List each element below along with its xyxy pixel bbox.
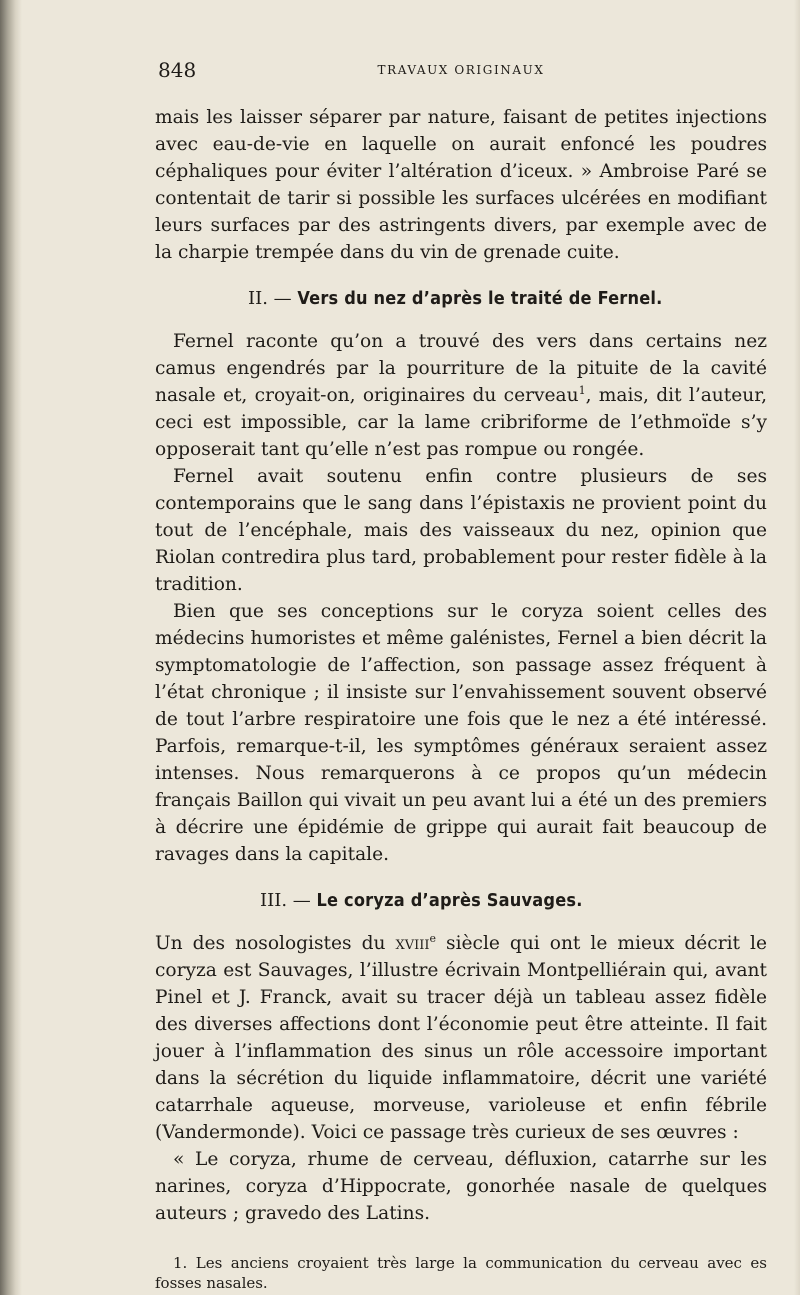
running-title: TRAVAUX ORIGINAUX — [377, 63, 545, 77]
century-numeral: xviii — [395, 933, 430, 954]
ordinal-suffix: e — [429, 931, 437, 945]
page-number: 848 — [158, 58, 197, 82]
paragraph-pare: mais les laisser séparer par nature, faisant de petites injections avec eau-de-vie en laquelle on aurait enfoncé les poudres céphaliques pour éviter l’altération d’iceux. » Ambroise Paré se contentait de tarir si possible les surfaces ulcérées en modifiant leurs surfaces par des astringents divers, par exemple avec de la charpie trempée dans du vin de grenade cuite. — [155, 107, 767, 263]
paragraph-quote: « Le coryza, rhume de cerveau, défluxion, catarrhe sur les narines, coryza d’Hippocrate, gonorhée nasale de quelques auteurs ; gravedo des Latins. — [155, 1149, 767, 1224]
section-title: Le coryza d’après Sauvages. — [316, 890, 583, 911]
book-binding-shadow — [0, 0, 22, 1295]
section-number: III. — — [260, 890, 317, 911]
paragraph-text: siècle qui ont le mieux décrit le coryza est Sauvages, l’illustre écrivain Montpelliérain qui, avant Pinel et J. Franck, avait su tracer déjà un tableau assez fidèle des diverses affections dont l’économie peut être atteinte. Il fait jouer à l’inflammation des sinus un rôle accessoire important dans la sécrétion du liquide inflammatoire, décrit une variété catarrhale aqueuse, morveuse, varioleuse et enfin fébrile (Vandermonde). Voici ce passage très curieux de ses œuvres : — [155, 933, 767, 1143]
section-title: Vers du nez d’après le traité de Fernel. — [297, 288, 663, 309]
book-page — [155, 58, 767, 1293]
paragraph-text: Un des nosologistes du — [155, 933, 396, 954]
section-number: II. — — [248, 288, 298, 309]
footnote: 1. Les anciens croyaient très large la communication du cerveau avec es fosses nasales. — [155, 1254, 767, 1292]
paragraph-fernel-coryza: Bien que ses conceptions sur le coryza soient celles des médecins humoristes et même galénistes, Fernel a bien décrit la symptomatologie de l’affection, son passage assez fréquent à l’état chronique ; il insiste sur l’envahissement souvent observé de tout l’arbre respiratoire une fois que le nez a été intéressé. Parfois, remarque-t-il, les symptômes généraux seraient assez intenses. Nous remarquerons à ce propos qu’un médecin français Baillon qui vivait un peu avant lui a été un des premiers à décrire une épidémie de grippe qui aurait fait beaucoup de ravages dans la capitale. — [155, 601, 767, 865]
paragraph-text: , mais, dit l’auteur, ceci est impossible, car la lame cribriforme de l’ethmoïde s’y opposerait tant qu’elle n’est pas rompue ou rongée. — [155, 385, 767, 460]
paragraph-sauvages — [155, 930, 767, 1146]
page-edge — [794, 0, 800, 1295]
page-header — [155, 58, 767, 88]
paragraph-fernel-epistaxis: Fernel avait soutenu enfin contre plusieurs de ses contemporains que le sang dans l’épistaxis ne provient point du tout de l’encéphale, mais des vaisseaux du nez, opinion que Riolan contredira plus tard, probablement pour rester fidèle à la tradition. — [155, 466, 767, 595]
paragraph-fernel-vers — [155, 328, 767, 463]
footnote-reference: 1 — [578, 383, 586, 397]
section-heading-sauvages — [155, 890, 767, 912]
paragraph-text: Fernel raconte qu’on a trouvé des vers dans certains nez camus engendrés par la pourriture de la pituite de la cavité nasale et, croyait-on, originaires du cerveau — [155, 331, 767, 406]
section-heading-fernel — [155, 288, 767, 310]
